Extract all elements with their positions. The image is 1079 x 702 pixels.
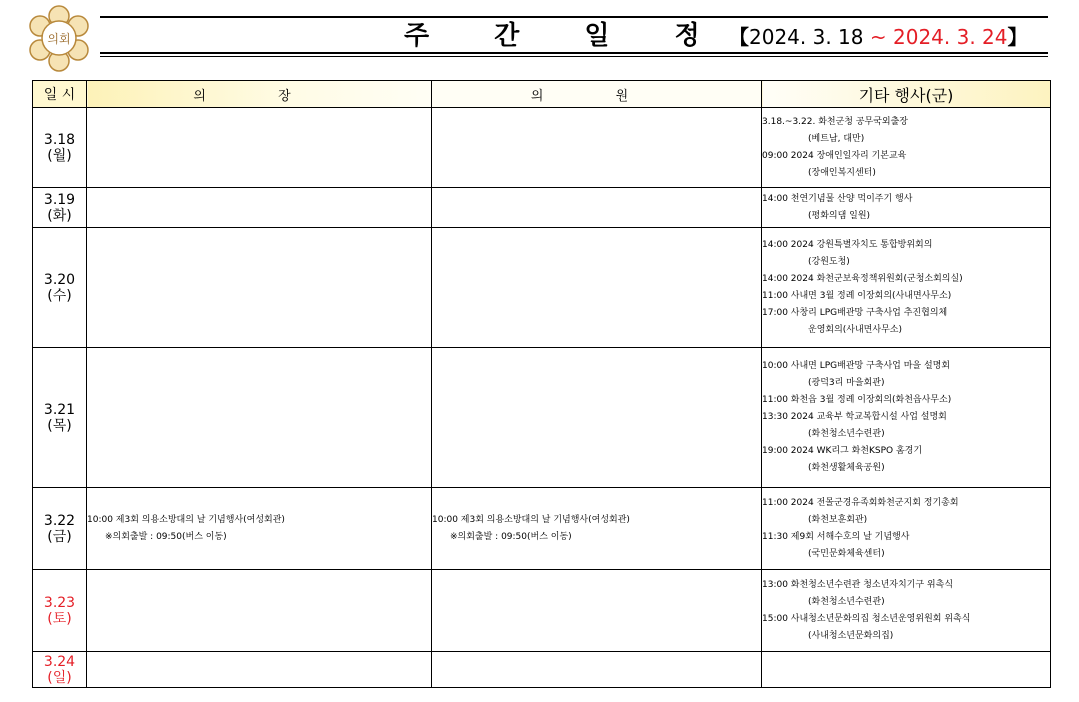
day-of-week: (일) bbox=[47, 669, 72, 686]
date-value: 3.20 bbox=[43, 271, 76, 288]
event-item bbox=[762, 114, 1050, 148]
schedule-row bbox=[33, 652, 1051, 688]
event-location: (국민문화체육센터) bbox=[808, 548, 885, 559]
period-start: 2024. 3. 18 bbox=[749, 25, 864, 49]
event-item bbox=[762, 271, 1050, 288]
other-events-cell bbox=[762, 488, 1051, 570]
event-text: 11:00 2024 전몰군경유족회화천군지회 정기총회 bbox=[762, 497, 959, 508]
date-cell bbox=[33, 188, 87, 228]
member-event-note: ※의회출발 : 09:50(버스 이동) bbox=[450, 531, 572, 542]
event-text: 19:00 2024 WK리그 화천KSPO 홈경기 bbox=[762, 446, 923, 456]
event-item bbox=[762, 611, 1050, 645]
member-cell bbox=[432, 652, 762, 688]
header-top-rule bbox=[100, 16, 1048, 18]
event-text: 11:30 제9회 서해수호의 날 기념행사 bbox=[762, 531, 910, 542]
event-item bbox=[762, 305, 1050, 339]
day-of-week: (수) bbox=[47, 287, 72, 304]
chair-cell bbox=[87, 188, 432, 228]
date-cell bbox=[33, 652, 87, 688]
period-open-bracket: 【 bbox=[729, 25, 749, 49]
member-cell bbox=[432, 570, 762, 652]
period-separator: ~ bbox=[869, 25, 887, 49]
chair-event-text: 10:00 제3회 의용소방대의 날 기념행사(여성회관) bbox=[87, 514, 285, 525]
member-cell bbox=[432, 348, 762, 488]
date-value: 3.18 bbox=[43, 131, 76, 148]
date-value: 3.24 bbox=[43, 653, 76, 670]
chair-cell bbox=[87, 488, 432, 570]
chair-cell bbox=[87, 348, 432, 488]
day-of-week: (토) bbox=[47, 610, 72, 627]
event-location: (장애인복지센터) bbox=[808, 167, 876, 178]
date-cell bbox=[33, 570, 87, 652]
event-item bbox=[762, 358, 1050, 392]
member-cell bbox=[432, 108, 762, 188]
member-event-text: 10:00 제3회 의용소방대의 날 기념행사(여성회관) bbox=[432, 514, 630, 525]
event-text: 11:00 사내면 3월 정례 이장회의(사내면사무소) bbox=[762, 290, 952, 301]
event-location: (화천청소년수련관) bbox=[808, 429, 885, 439]
date-value: 3.22 bbox=[43, 512, 76, 529]
event-text: 14:00 천연기념물 산양 먹이주기 행사 bbox=[762, 193, 913, 204]
column-header-date: 일 시 bbox=[33, 81, 87, 108]
date-value: 3.19 bbox=[43, 191, 76, 208]
event-location: 운영회의(사내면사무소) bbox=[808, 324, 902, 335]
event-text: 17:00 사창리 LPG배관망 구축사업 추진협의체 bbox=[762, 307, 948, 318]
period-range bbox=[729, 22, 1028, 52]
date-value: 3.23 bbox=[43, 594, 76, 611]
schedule-row bbox=[33, 570, 1051, 652]
event-text: 10:00 사내면 LPG배관망 구축사업 마을 설명회 bbox=[762, 361, 951, 371]
date-value: 3.21 bbox=[43, 401, 76, 418]
other-events-cell bbox=[762, 188, 1051, 228]
event-text: 11:00 화천읍 3월 정례 이장회의(화천읍사무소) bbox=[762, 395, 952, 405]
day-of-week: (화) bbox=[47, 207, 72, 224]
event-item bbox=[762, 577, 1050, 611]
other-events-cell bbox=[762, 228, 1051, 348]
column-header-chair: 의 장 bbox=[87, 81, 432, 108]
other-events-cell bbox=[762, 570, 1051, 652]
day-of-week: (금) bbox=[47, 528, 72, 545]
column-header-other-events: 기타 행사(군) bbox=[762, 81, 1051, 108]
schedule-row bbox=[33, 228, 1051, 348]
date-cell bbox=[33, 228, 87, 348]
chair-cell bbox=[87, 108, 432, 188]
period-end: 2024. 3. 24 bbox=[893, 25, 1008, 49]
schedule-row bbox=[33, 488, 1051, 570]
event-item bbox=[762, 495, 1050, 529]
event-item bbox=[762, 529, 1050, 563]
header-bottom-rule bbox=[100, 52, 1048, 57]
event-location: (베트남, 대만) bbox=[808, 133, 865, 144]
date-cell bbox=[33, 488, 87, 570]
event-location: (화천보훈회관) bbox=[808, 514, 868, 525]
event-text: 09:00 2024 장애인일자리 기본교육 bbox=[762, 150, 907, 161]
period-close-bracket: 】 bbox=[1007, 25, 1028, 49]
other-events-cell bbox=[762, 652, 1051, 688]
day-of-week: (월) bbox=[47, 147, 72, 164]
table-header-row bbox=[33, 81, 1051, 108]
chair-cell bbox=[87, 570, 432, 652]
day-of-week: (목) bbox=[47, 417, 72, 434]
event-item bbox=[762, 409, 1050, 443]
event-item bbox=[762, 191, 1050, 225]
other-events-cell bbox=[762, 108, 1051, 188]
event-item bbox=[762, 237, 1050, 271]
event-item bbox=[762, 443, 1050, 477]
other-events-cell bbox=[762, 348, 1051, 488]
event-text: 3.18.~3.22. 화천군청 공무국외출장 bbox=[762, 116, 909, 127]
event-item bbox=[762, 288, 1050, 305]
page-title: 주 간 일 정 bbox=[404, 21, 728, 51]
event-location: (광덕3리 마을회관) bbox=[808, 378, 885, 388]
event-location: (강원도청) bbox=[808, 256, 850, 267]
schedule-row bbox=[33, 348, 1051, 488]
member-cell bbox=[432, 228, 762, 348]
chair-cell bbox=[87, 652, 432, 688]
member-cell bbox=[432, 488, 762, 570]
event-text: 15:00 사내청소년문화의집 청소년운영위원회 위촉식 bbox=[762, 613, 971, 624]
council-emblem-logo bbox=[24, 4, 94, 74]
event-location: (화천생활체육공원) bbox=[808, 463, 885, 473]
member-cell bbox=[432, 188, 762, 228]
schedule-row bbox=[33, 188, 1051, 228]
chair-cell bbox=[87, 228, 432, 348]
date-cell bbox=[33, 108, 87, 188]
event-location: (사내청소년문화의집) bbox=[808, 630, 894, 641]
schedule-row bbox=[33, 108, 1051, 188]
column-header-member: 의 원 bbox=[432, 81, 762, 108]
event-location: (화천청소년수련관) bbox=[808, 596, 885, 607]
event-text: 13:00 화천청소년수련관 청소년자치기구 위촉식 bbox=[762, 579, 954, 590]
logo-text: 의회 bbox=[47, 32, 71, 46]
chair-event-note: ※의회출발 : 09:50(버스 이동) bbox=[105, 531, 227, 542]
event-text: 14:00 2024 강원특별자치도 통합방위회의 bbox=[762, 239, 933, 250]
event-item bbox=[762, 392, 1050, 409]
event-text: 14:00 2024 화천군보육정책위원회(군청소회의실) bbox=[762, 273, 963, 284]
weekly-schedule-table bbox=[32, 80, 1051, 688]
event-location: (평화의댐 일원) bbox=[808, 210, 871, 221]
event-text: 13:30 2024 교육부 학교복합시설 사업 설명회 bbox=[762, 412, 947, 422]
date-cell bbox=[33, 348, 87, 488]
event-item bbox=[762, 148, 1050, 182]
